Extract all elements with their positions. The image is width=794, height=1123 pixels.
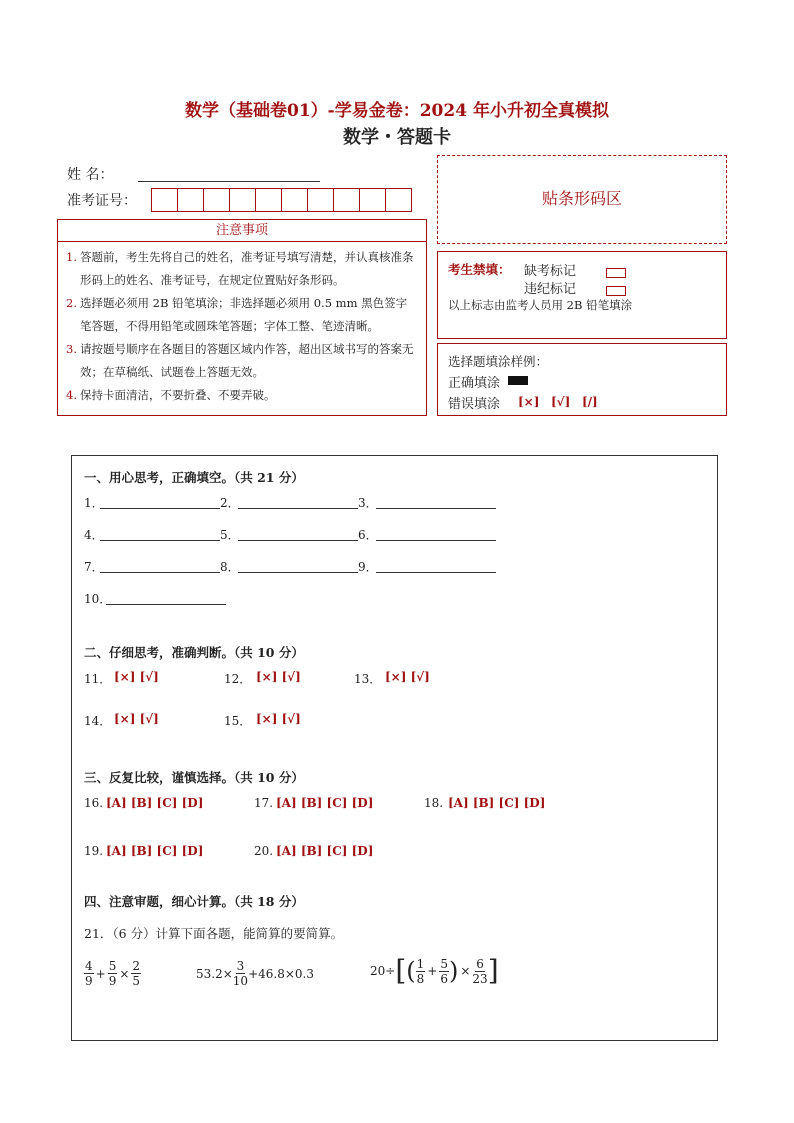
notice-item: 4. 保持卡面清洁，不要折叠、不要弄破。 bbox=[66, 388, 276, 402]
wrong-mark-x: [×] bbox=[518, 395, 540, 409]
correct-fill-mark bbox=[508, 376, 528, 385]
expression-1: $\frac{4}{9}$ + $\frac{5}{9}$ × $\frac{2}{5}$ bbox=[85, 959, 141, 988]
violation-label: 违纪标记 bbox=[524, 282, 577, 297]
answer-area bbox=[71, 455, 718, 1041]
barcode-area bbox=[437, 155, 727, 244]
name-label: 姓 名： bbox=[67, 167, 114, 183]
wrong-mark-check: [√] bbox=[551, 395, 571, 409]
question-number: 17. bbox=[254, 796, 274, 810]
question-number: 1． bbox=[84, 496, 104, 510]
answer-blank-3[interactable] bbox=[376, 494, 496, 509]
answer-card-title: 数学・答题卡 bbox=[343, 127, 451, 148]
question-number: 15． bbox=[224, 714, 252, 728]
notice-box bbox=[57, 242, 427, 416]
question-number: 19. bbox=[84, 844, 104, 858]
answer-blank-8[interactable] bbox=[238, 558, 358, 573]
answer-blank-6[interactable] bbox=[376, 526, 496, 541]
question-number: 10． bbox=[84, 592, 112, 606]
barcode-label: 贴条形码区 bbox=[541, 189, 622, 208]
question-number: 7． bbox=[84, 560, 104, 574]
exam-id-label: 准考证号： bbox=[67, 193, 137, 209]
question-number: 9． bbox=[358, 560, 378, 574]
answer-blank-10[interactable] bbox=[106, 590, 226, 605]
choice-options-16[interactable]: [A] [B] [C] [D] bbox=[106, 796, 204, 810]
notice-item: 1. 答题前，考生先将自己的姓名，准考证号填写清楚，并认真核准条形码上的姓名、准考证号，在规定位置贴好条形码。 bbox=[66, 250, 414, 287]
section-4-title: 四、注意审题，细心计算。（共 18 分） bbox=[84, 894, 304, 909]
question-number: 4． bbox=[84, 528, 104, 542]
question-number: 20. bbox=[254, 844, 274, 858]
judge-options-12[interactable]: [×] [√] bbox=[256, 670, 301, 684]
correct-fill-label: 正确填涂 bbox=[448, 376, 501, 391]
judge-options-13[interactable]: [×] [√] bbox=[385, 670, 430, 684]
question-number: 12． bbox=[224, 672, 252, 686]
expression-3: 20÷ [ ( $\frac{1}{8}$ + $\frac{5}{6}$ ) × $\frac{6}{23}$ ] bbox=[370, 954, 499, 987]
question-number: 5． bbox=[220, 528, 240, 542]
section-3-title: 三、反复比较，谨慎选择。（共 10 分） bbox=[84, 770, 304, 785]
choice-options-18[interactable]: [A] [B] [C] [D] bbox=[448, 796, 546, 810]
notice-item: 3. 请按题号顺序在各题目的答题区域内作答，超出区域书写的答案无效；在草稿纸、试题卷上答题无效。 bbox=[66, 342, 414, 379]
notice-title: 注意事项 bbox=[57, 219, 427, 242]
question-number: 3． bbox=[358, 496, 378, 510]
answer-blank-9[interactable] bbox=[376, 558, 496, 573]
examinee-forbidden-box bbox=[437, 251, 727, 339]
question-number: 18. bbox=[424, 796, 444, 810]
section-2-title: 二、仔细思考，准确判断。（共 10 分） bbox=[84, 645, 304, 660]
question-number: 6． bbox=[358, 528, 378, 542]
name-field[interactable] bbox=[138, 165, 320, 182]
wrong-mark-slash: [/] bbox=[582, 395, 598, 409]
answer-blank-2[interactable] bbox=[238, 494, 358, 509]
answer-blank-7[interactable] bbox=[100, 558, 220, 573]
choice-options-19[interactable]: [A] [B] [C] [D] bbox=[106, 844, 204, 858]
answer-blank-4[interactable] bbox=[100, 526, 220, 541]
sample-title: 选择题填涂样例： bbox=[448, 354, 549, 369]
answer-blank-5[interactable] bbox=[238, 526, 358, 541]
paper-title: 数学（基础卷01）-学易金卷：2024 年小升初全真模拟 bbox=[185, 101, 609, 121]
exam-id-boxes[interactable] bbox=[151, 188, 412, 212]
choice-options-20[interactable]: [A] [B] [C] [D] bbox=[276, 844, 374, 858]
forbidden-note: 以上标志由监考人员用 2B 铅笔填涂 bbox=[448, 298, 633, 312]
choice-options-17[interactable]: [A] [B] [C] [D] bbox=[276, 796, 374, 810]
absent-mark[interactable] bbox=[606, 262, 626, 281]
question-number: 13． bbox=[354, 672, 382, 686]
expression-2: 53.2× $\frac{3}{10}$ +46.8×0.3 bbox=[196, 959, 314, 988]
notice-item: 2. 选择题必须用 2B 铅笔填涂；非选择题必须用 0.5 mm 黑色签字笔答题，不得用铅笔或圆珠笔答题；字体工整、笔迹清晰。 bbox=[66, 296, 408, 333]
forbidden-label: 考生禁填： bbox=[448, 262, 511, 277]
question-number: 8． bbox=[220, 560, 240, 574]
answer-blank-1[interactable] bbox=[100, 494, 220, 509]
question-number: 16. bbox=[84, 796, 104, 810]
question-number: 11． bbox=[84, 672, 112, 686]
wrong-fill-label: 错误填涂 bbox=[448, 397, 501, 412]
fill-sample-box bbox=[437, 343, 727, 416]
judge-options-15[interactable]: [×] [√] bbox=[256, 712, 301, 726]
question-number: 2． bbox=[220, 496, 240, 510]
judge-options-14[interactable]: [×] [√] bbox=[114, 712, 159, 726]
question-21-text: 21．（6 分）计算下面各题，能简算的要简算。 bbox=[84, 926, 344, 941]
question-number: 14． bbox=[84, 714, 112, 728]
section-1-title: 一、用心思考，正确填空。（共 21 分） bbox=[84, 470, 304, 485]
absent-label: 缺考标记 bbox=[524, 264, 577, 279]
judge-options-11[interactable]: [×] [√] bbox=[114, 670, 159, 684]
